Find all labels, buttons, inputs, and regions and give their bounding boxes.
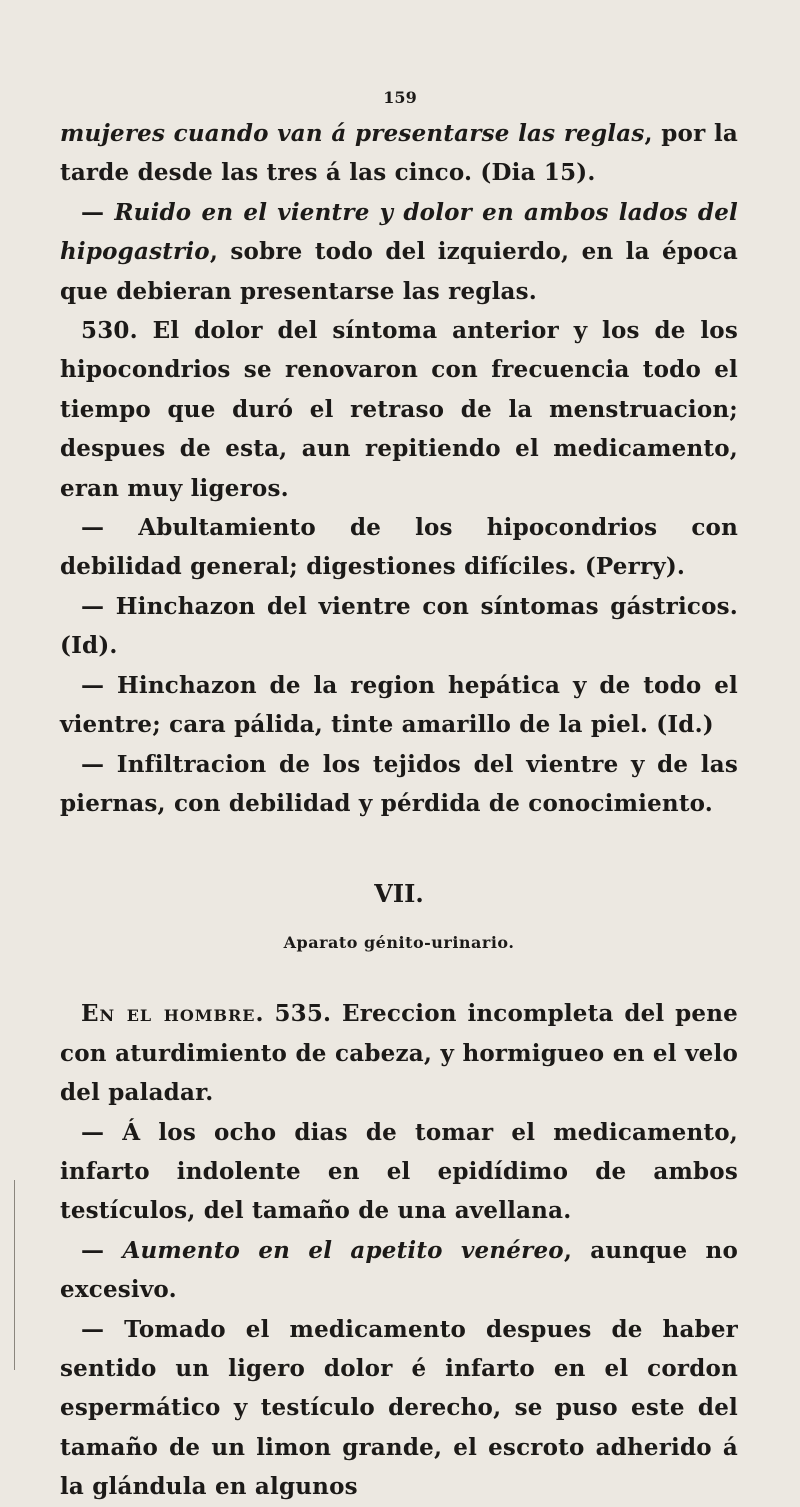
paragraph <box>60 508 738 587</box>
paragraph-text: — Á los ocho dias de tomar el medicamento, infarto indolente en el epidídimo de ambos testículos, del tamaño de una avellana. <box>60 1118 738 1225</box>
paragraph-text: , sobre todo del izquierdo, en la época que debieran presentarse las reglas. <box>60 238 738 305</box>
paragraph-text: — Infiltracion de los tejidos del vientre y de las piernas, con debilidad y pérdida de conocimiento. <box>60 750 738 817</box>
page-edge-line <box>14 1180 15 1370</box>
paragraph-text: — <box>81 198 115 226</box>
paragraph-text: — Hinchazon de la region hepática y de todo el vientre; cara pálida, tinte amarillo de la piel. (Id.) <box>60 671 738 739</box>
page-body <box>60 114 738 1507</box>
paragraph-text: Aumento en el apetito venéreo <box>122 1236 564 1264</box>
paragraph <box>60 745 738 824</box>
page-number: 159 <box>383 88 417 107</box>
paragraph-text: , por la tarde desde las tres á las cinco. (Dia 15). <box>60 120 738 187</box>
paragraph-text: — Tomado el medicamento despues de haber sentido un ligero dolor é infarto en el cordon espermático y testículo derecho, se puso este del tamaño de un limon grande, el escroto adherido á la glándula en algunos <box>60 1315 738 1501</box>
paragraph-text: — <box>81 1236 123 1264</box>
paragraph-text: — Hinchazon del vientre con síntomas gástricos. (Id). <box>60 592 738 660</box>
paragraph <box>60 1310 738 1507</box>
paragraph-text: , aunque no excesivo. <box>60 1236 738 1304</box>
paragraph-text: mujeres cuando van á presentarse las reglas <box>60 120 645 147</box>
text-block-lower <box>60 994 738 1506</box>
paragraph <box>60 666 738 745</box>
paragraph-text: — Abultamiento de los hipocondrios con debilidad general; digestiones difíciles. (Perry). <box>60 514 738 581</box>
paragraph <box>60 311 738 508</box>
paragraph <box>60 994 738 1112</box>
paragraph <box>60 1113 738 1231</box>
text-block-upper <box>60 114 738 823</box>
paragraph <box>60 193 738 311</box>
paragraph-text: En el hombre <box>81 1000 256 1028</box>
paragraph-text: . 535. Ereccion incompleta del pene con aturdimiento de cabeza, y hormigueo en el velo del paladar. <box>60 1000 738 1107</box>
paragraph-text: 530. El dolor del síntoma anterior y los de los hipocondrios se renovaron con frecuencia todo el tiempo que duró el retraso de la menstruacion; despues de esta, aun repitiendo el medicamento, eran muy ligeros. <box>60 317 738 502</box>
section-heading: VII. <box>374 879 424 909</box>
paragraph <box>60 114 738 193</box>
paragraph <box>60 587 738 666</box>
section-subheading: Aparato génito-urinario. <box>283 933 515 953</box>
paragraph <box>60 1231 738 1310</box>
paragraph-text: Ruido en el vientre y dolor en ambos lados del hipogastrio <box>60 198 738 266</box>
